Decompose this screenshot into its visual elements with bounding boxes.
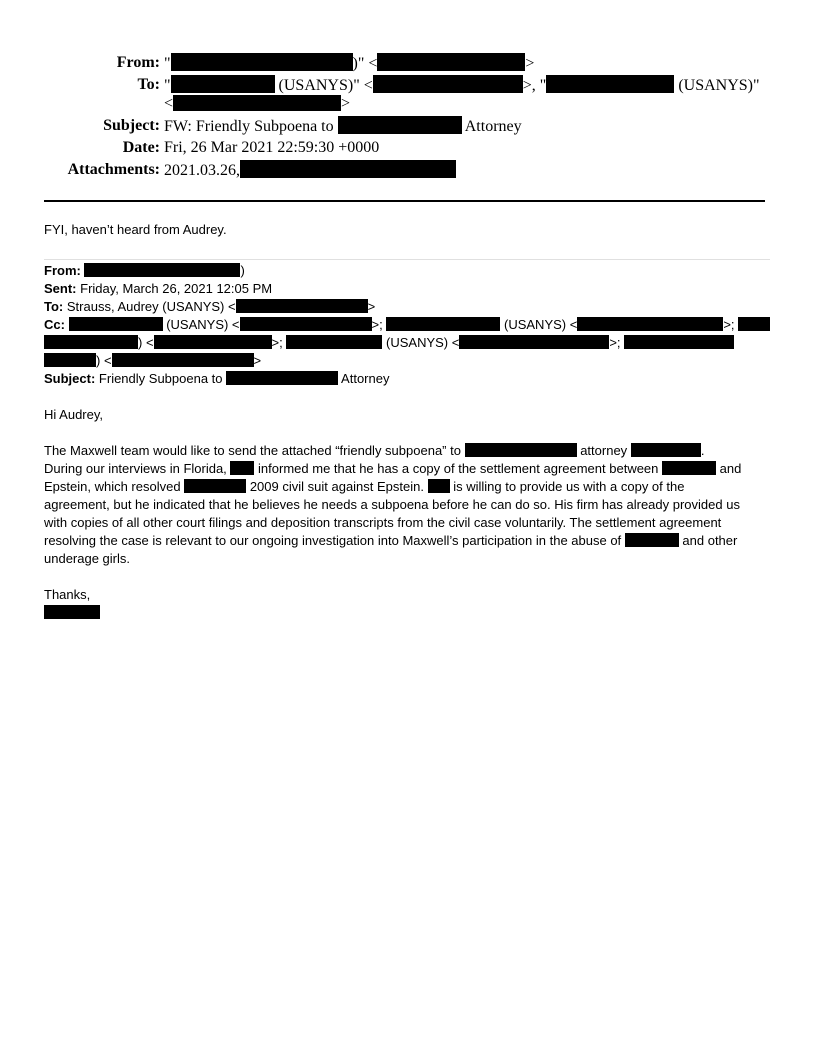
redaction xyxy=(240,317,372,331)
redaction xyxy=(546,75,674,93)
redaction xyxy=(577,317,723,331)
paragraph-line: During our interviews in Florida, informed me that he has a copy of the settlement agreement between and xyxy=(44,461,742,476)
email-header-to-cont: < > xyxy=(164,95,351,112)
paragraph-line: underage girls. xyxy=(44,551,130,566)
date-label: Date: xyxy=(122,139,160,156)
fwd-cc-line2: ) < >; (USANYS) < >; xyxy=(44,334,734,352)
redaction xyxy=(44,353,96,367)
redaction xyxy=(377,53,525,71)
redaction xyxy=(236,299,368,313)
redaction xyxy=(171,75,275,93)
closing: Thanks, xyxy=(44,587,91,602)
fwd-to: To: Strauss, Audrey (USANYS) < > xyxy=(44,299,376,314)
forward-divider xyxy=(44,259,770,260)
redaction xyxy=(184,479,246,493)
redaction xyxy=(738,317,770,331)
redaction xyxy=(226,371,338,385)
paragraph-line: agreement, but he indicated that he believes he needs a subpoena before he can do so. His firm has already provided us xyxy=(44,497,740,512)
redaction xyxy=(44,605,100,619)
redaction xyxy=(465,443,577,457)
redaction xyxy=(428,479,450,493)
attachment-name[interactable]: 2021.03.26, xyxy=(164,162,240,179)
fyi-line: FYI, haven’t heard from Audrey. xyxy=(44,222,227,237)
signature xyxy=(44,604,100,622)
redaction xyxy=(171,53,353,71)
paragraph-line: with copies of all other court filings and deposition transcripts from the civil case voluntarily. The settlement agreement xyxy=(44,515,722,530)
redaction xyxy=(373,75,523,93)
redaction xyxy=(173,95,341,111)
fwd-cc: Cc: (USANYS) < >; (USANYS) < >; xyxy=(44,316,770,334)
redaction xyxy=(44,335,138,349)
attachments-label: Attachments: xyxy=(67,161,160,178)
redaction xyxy=(624,335,734,349)
redaction xyxy=(240,160,456,178)
redaction xyxy=(154,335,272,349)
paragraph-line: resolving the case is relevant to our ongoing investigation into Maxwell’s participation in the abuse of and other xyxy=(44,533,738,548)
paragraph-line: The Maxwell team would like to send the attached “friendly subpoena” to attorney . xyxy=(44,443,705,458)
redaction xyxy=(338,116,462,134)
redaction xyxy=(84,263,240,277)
redaction xyxy=(286,335,382,349)
redaction xyxy=(459,335,609,349)
fwd-sent: Sent: Friday, March 26, 2021 12:05 PM xyxy=(44,281,273,296)
fwd-cc-line3: ) < > xyxy=(44,352,261,370)
redaction xyxy=(69,317,163,331)
redaction xyxy=(230,461,254,475)
from-label: From: xyxy=(116,54,160,71)
fwd-from: From: ) xyxy=(44,263,245,278)
paragraph-line: Epstein, which resolved 2009 civil suit against Epstein. is willing to provide us with a copy of the xyxy=(44,479,685,494)
to-label: To: xyxy=(137,76,160,93)
redaction xyxy=(662,461,716,475)
redaction xyxy=(631,443,701,457)
greeting: Hi Audrey, xyxy=(44,407,104,422)
header-divider xyxy=(44,200,765,202)
fwd-subject: Subject: Friendly Subpoena to Attorney xyxy=(44,371,390,386)
redaction xyxy=(625,533,679,547)
redaction xyxy=(112,353,254,367)
redaction xyxy=(386,317,500,331)
subject-label: Subject: xyxy=(103,117,160,134)
date-value: Fri, 26 Mar 2021 22:59:30 +0000 xyxy=(164,139,380,156)
